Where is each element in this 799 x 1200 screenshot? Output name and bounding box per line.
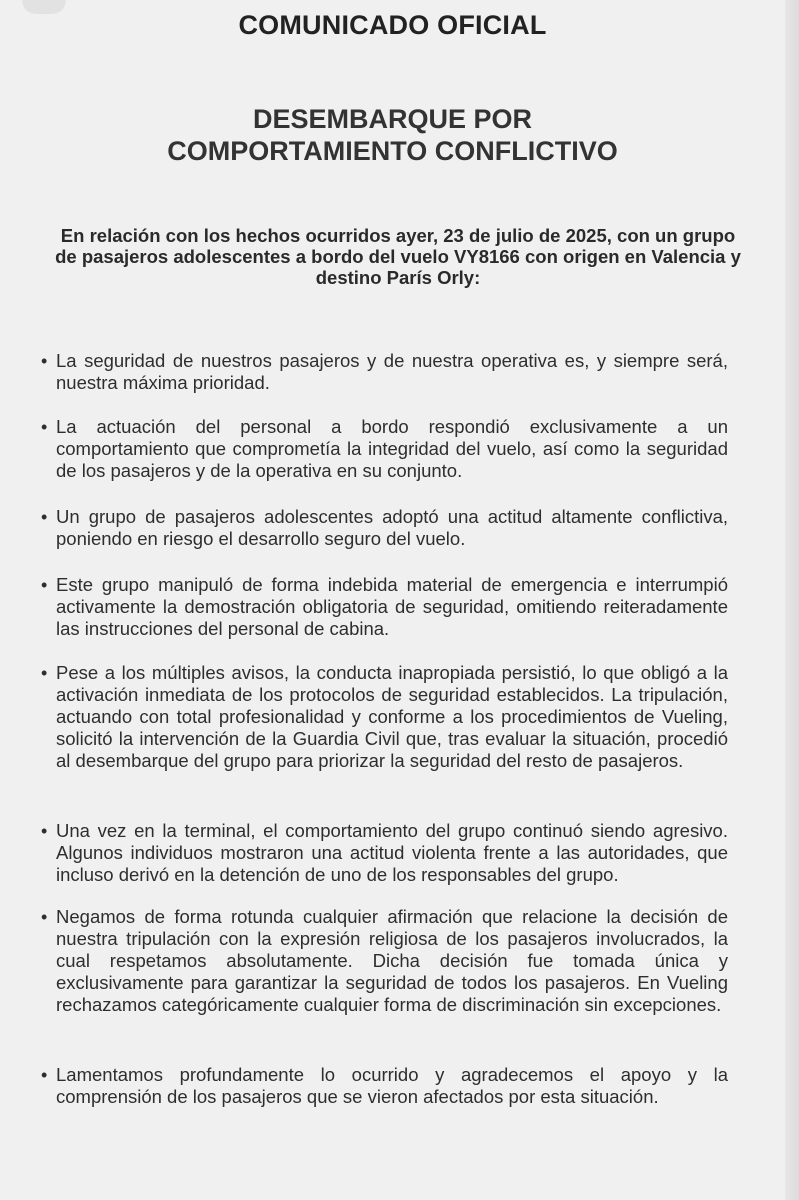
list-item-text: Un grupo de pasajeros adolescentes adoptó una actitud altamente conflictiva, poniendo en riesgo el desarrollo seguro del vuelo. [56, 506, 728, 549]
list-item [41, 1064, 728, 1108]
scrollbar-strip [785, 0, 799, 1200]
list-item-text: La actuación del personal a bordo respondió exclusivamente a un comportamiento que comprometía la integridad del vuelo, así como la seguridad de los pasajeros y de la operativa en su conjunto. [56, 416, 728, 481]
list-item-text: Una vez en la terminal, el comportamiento del grupo continuó siendo agresivo. Algunos individuos mostraron una actitud violenta frente a las autoridades, que incluso derivó en la detención de uno de los responsables del grupo. [56, 820, 728, 885]
document-title: COMUNICADO OFICIAL [238, 10, 547, 40]
list-item [41, 906, 728, 1016]
list-item-text: Negamos de forma rotunda cualquier afirmación que relacione la decisión de nuestra tripulación con la expresión religiosa de los pasajeros involucrados, la cual respetamos absolutamente. Dicha decisión fue tomada única y exclusivamente para garantizar la seguridad de todos los pasajeros. En Vueling rechazamos categóricamente cualquier forma de discriminación sin excepciones. [56, 906, 728, 1015]
bullet-icon: • [41, 417, 48, 437]
bullet-icon: • [41, 907, 48, 927]
bullet-icon: • [41, 507, 48, 527]
bullet-icon: • [41, 575, 48, 595]
list-item-text: Pese a los múltiples avisos, la conducta inapropiada persistió, lo que obligó a la activación inmediata de los protocolos de seguridad establecidos. La tripulación, actuando con total profesionalidad y conforme a los procedimientos de Vueling, solicitó la intervención de la Guardia Civil que, tras evaluar la situación, procedió al desembarque del grupo para priorizar la seguridad del resto de pasajeros. [56, 662, 728, 771]
list-item-text: La seguridad de nuestros pasajeros y de nuestra operativa es, y siempre será, nuestra máxima prioridad. [56, 350, 728, 393]
list-item [41, 416, 728, 482]
subtitle-line-1: DESEMBARQUE POR [252, 104, 533, 134]
bullet-icon: • [41, 1065, 48, 1085]
document-subtitle [0, 103, 785, 167]
list-item-text: Este grupo manipuló de forma indebida material de emergencia e interrumpió activamente la demostración obligatoria de seguridad, omitiendo reiteradamente las instrucciones del personal de cabina. [56, 574, 728, 639]
list-item [41, 662, 728, 772]
subtitle-line-2: COMPORTAMIENTO CONFLICTIVO [167, 136, 618, 166]
list-item-text: Lamentamos profundamente lo ocurrido y agradecemos el apoyo y la comprensión de los pasajeros que se vieron afectados por esta situación. [56, 1064, 728, 1107]
list-item [41, 506, 728, 550]
bullet-icon: • [41, 663, 48, 683]
bullet-icon: • [41, 821, 48, 841]
list-item [41, 574, 728, 640]
list-item [41, 350, 728, 394]
bullet-icon: • [41, 351, 48, 371]
intro-paragraph: En relación con los hechos ocurridos ayer, 23 de julio de 2025, con un grupo de pasajeros adolescentes a bordo del vuelo VY8166 con origen en Valencia y destino París Orly: [55, 225, 741, 288]
list-item [41, 820, 728, 886]
